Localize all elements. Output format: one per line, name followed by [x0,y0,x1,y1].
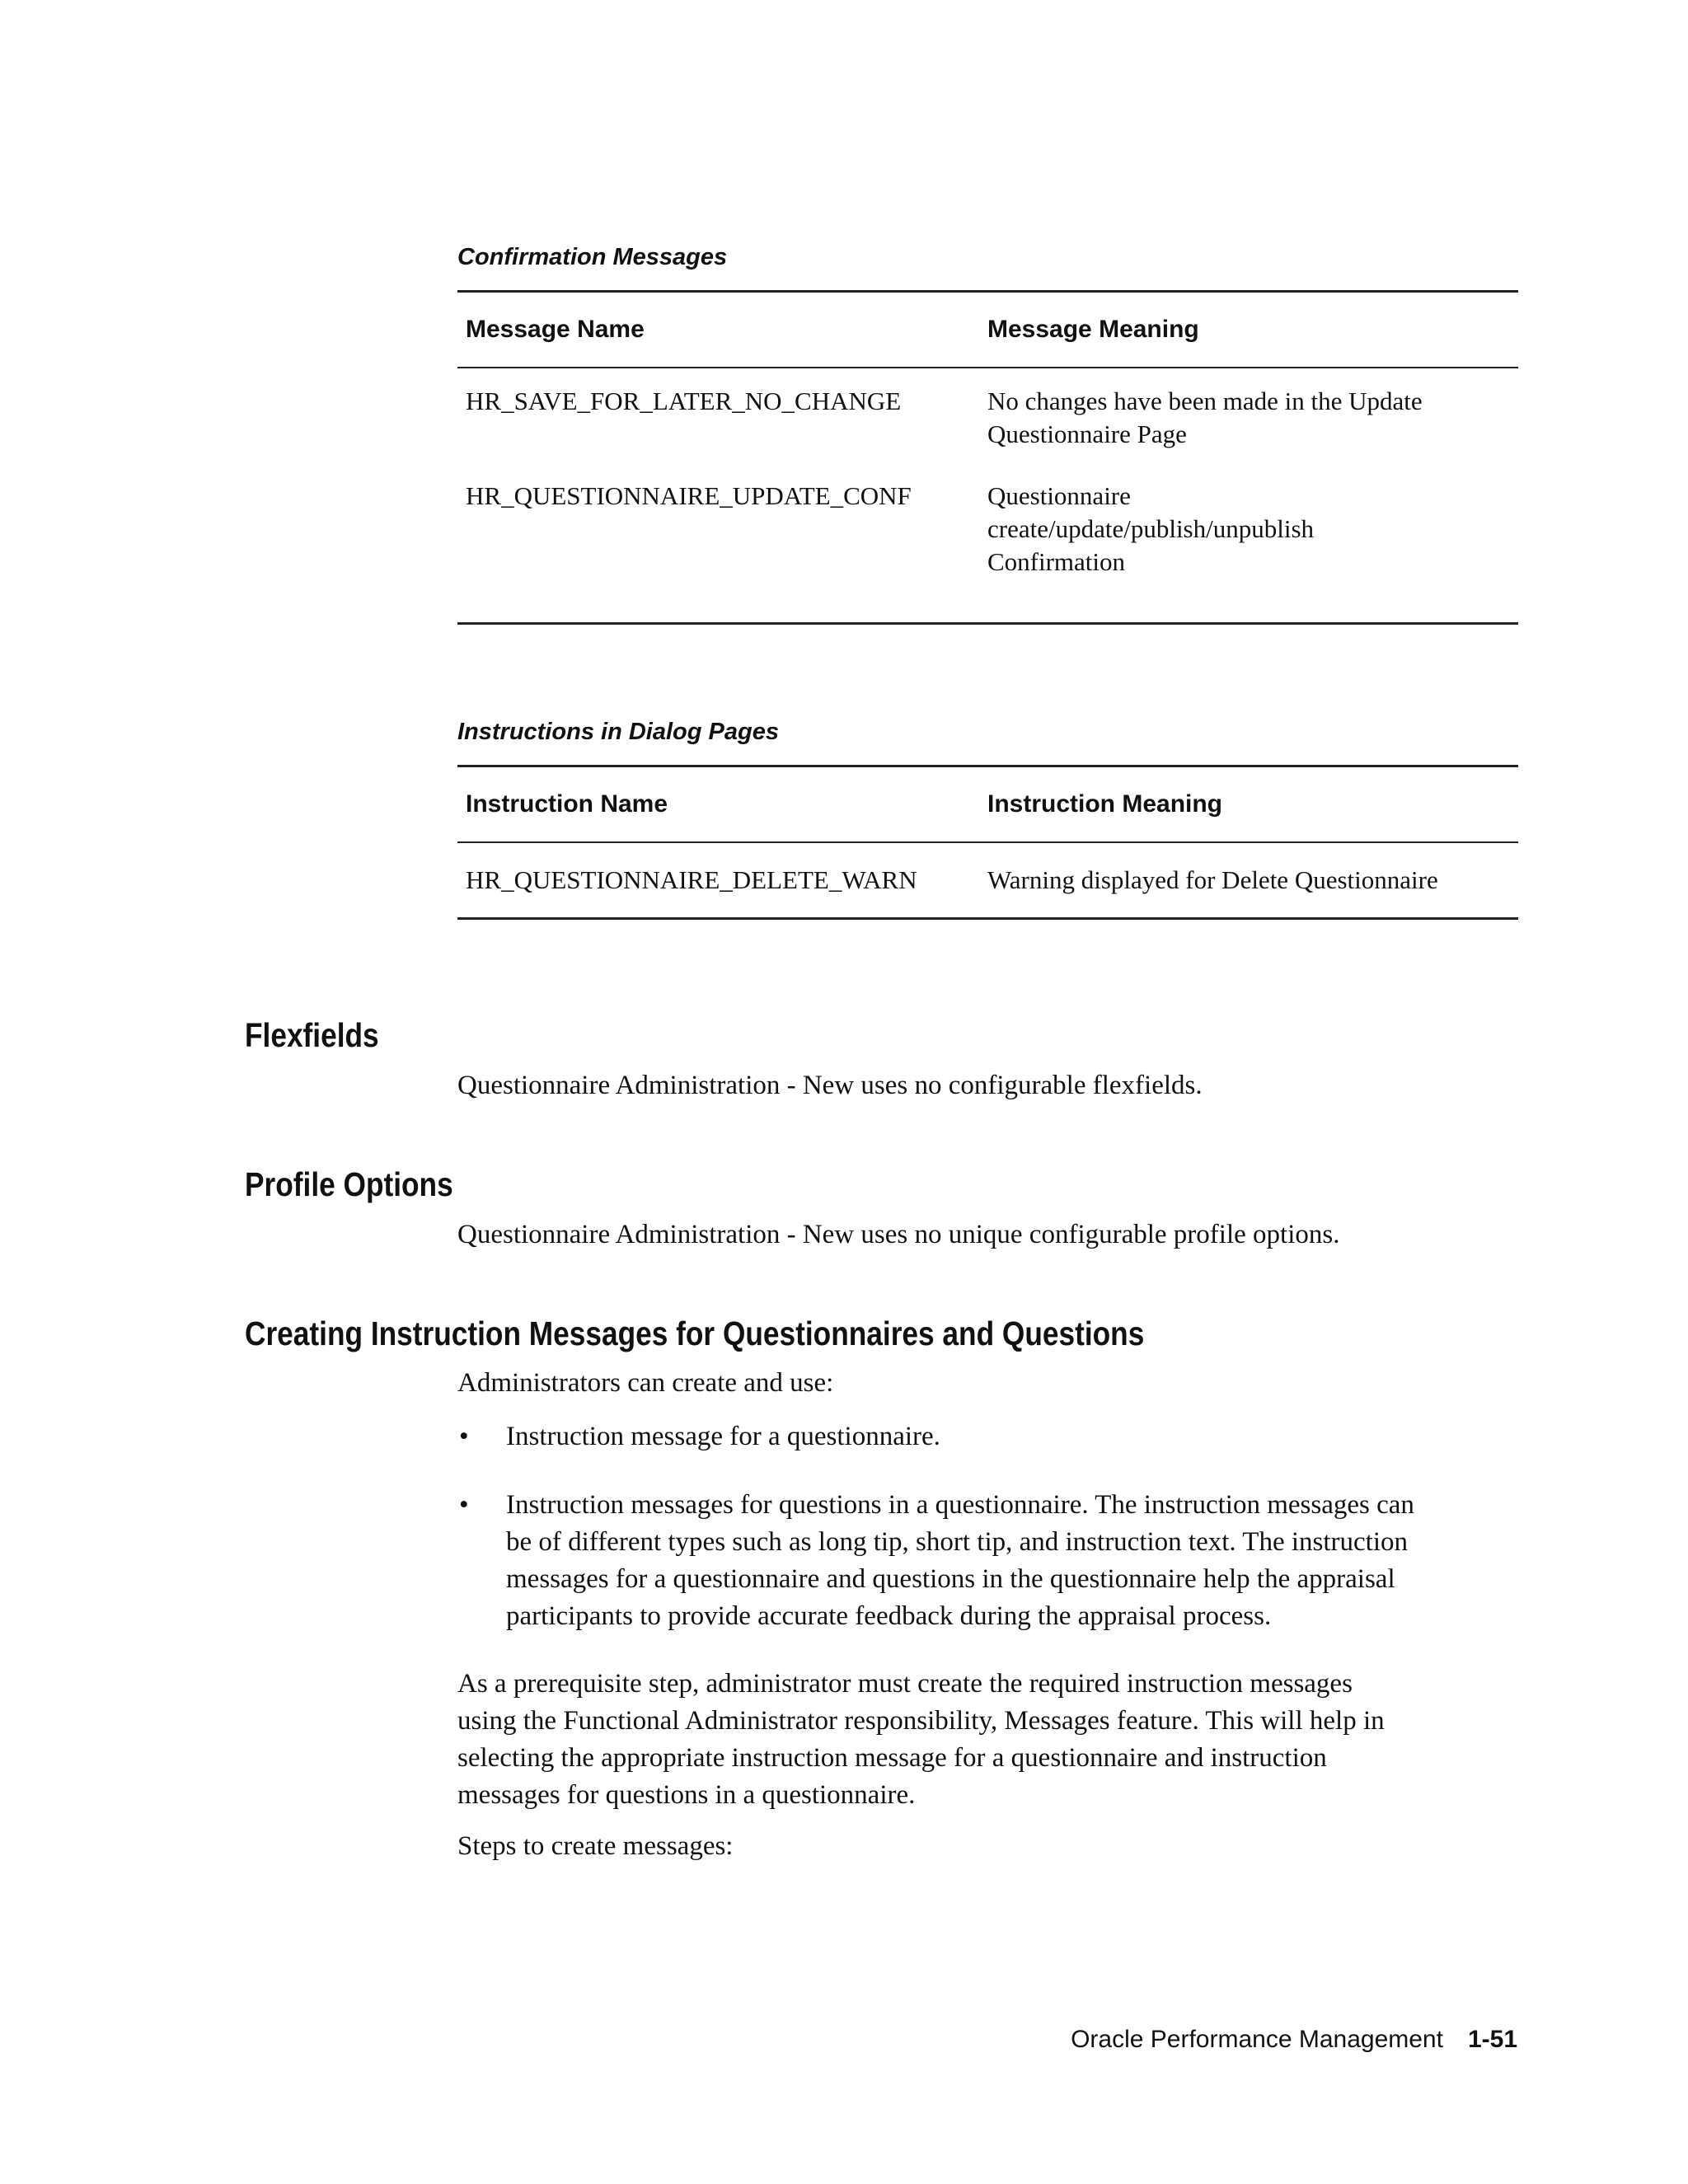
instruction-meaning-cell: Warning displayed for Delete Questionnaire [987,865,1438,894]
meaning-line: Confirmation [987,547,1126,576]
message-meaning-cell [987,385,1518,478]
page-footer [1071,2025,1517,2055]
paragraph-line: selecting the appropriate instruction message for a questionnaire and instruction [457,1743,1327,1773]
header-instruction-name: Instruction Name [466,790,668,818]
header-message-meaning: Message Meaning [987,316,1199,343]
confirmation-messages-caption: Confirmation Messages [457,244,728,270]
footer-book-title: Oracle Performance Management [1071,2026,1443,2053]
table-row [457,368,1518,478]
profile-options-heading: Profile Options [245,1165,453,1203]
paragraph-line: As a prerequisite step, administrator must create the required instruction messages [457,1669,1353,1699]
table-row [457,478,1518,622]
table-header-row [457,293,1518,368]
bullet-text: Instruction message for a questionnaire. [506,1422,940,1451]
steps-intro: Steps to create messages: [457,1831,734,1861]
header-instruction-meaning: Instruction Meaning [987,790,1222,818]
flexfields-text: Questionnaire Administration - New uses no configurable flexfields. [457,1071,1203,1100]
meaning-line: create/update/publish/unpublish [987,514,1315,543]
bullet-text-line: be of different types such as long tip, short tip, and instruction text. The instruction [506,1527,1409,1557]
header-message-name: Message Name [466,316,645,343]
table-header-row [457,767,1518,843]
meaning-line: Questionnaire Page [987,419,1187,448]
message-name-cell: HR_SAVE_FOR_LATER_NO_CHANGE [466,387,902,415]
table-row [457,843,1518,917]
flexfields-heading: Flexfields [245,1016,379,1054]
list-item [457,1418,1525,1455]
instructions-dialog-table [457,765,1518,920]
bullet-text-line: messages for a questionnaire and questions in the questionnaire help the appraisal [506,1564,1395,1594]
instructions-dialog-caption: Instructions in Dialog Pages [457,719,779,745]
message-name-cell: HR_QUESTIONNAIRE_UPDATE_CONF [466,481,912,510]
bullet-icon: • [459,1422,469,1451]
creating-instructions-heading: Creating Instruction Messages for Questionnaires and Questions [245,1315,1145,1352]
page-number: 1-51 [1467,2026,1517,2053]
bullet-text-line: Instruction messages for questions in a questionnaire. The instruction messages can [506,1490,1414,1520]
creating-instructions-intro: Administrators can create and use: [457,1368,834,1398]
prerequisite-paragraph [457,1666,1525,1814]
list-item [457,1487,1525,1635]
message-meaning-cell [987,480,1518,622]
paragraph-line: messages for questions in a questionnaire. [457,1780,916,1810]
bullet-icon: • [459,1490,469,1520]
paragraph-line: using the Functional Administrator responsibility, Messages feature. This will help in [457,1706,1385,1736]
confirmation-messages-table [457,290,1518,625]
instruction-name-cell: HR_QUESTIONNAIRE_DELETE_WARN [466,865,917,894]
profile-options-text: Questionnaire Administration - New uses no unique configurable profile options. [457,1220,1340,1249]
bullet-text-line: participants to provide accurate feedback during the appraisal process. [506,1601,1272,1631]
meaning-line: No changes have been made in the Update [987,387,1423,415]
meaning-line: Questionnaire [987,481,1131,510]
